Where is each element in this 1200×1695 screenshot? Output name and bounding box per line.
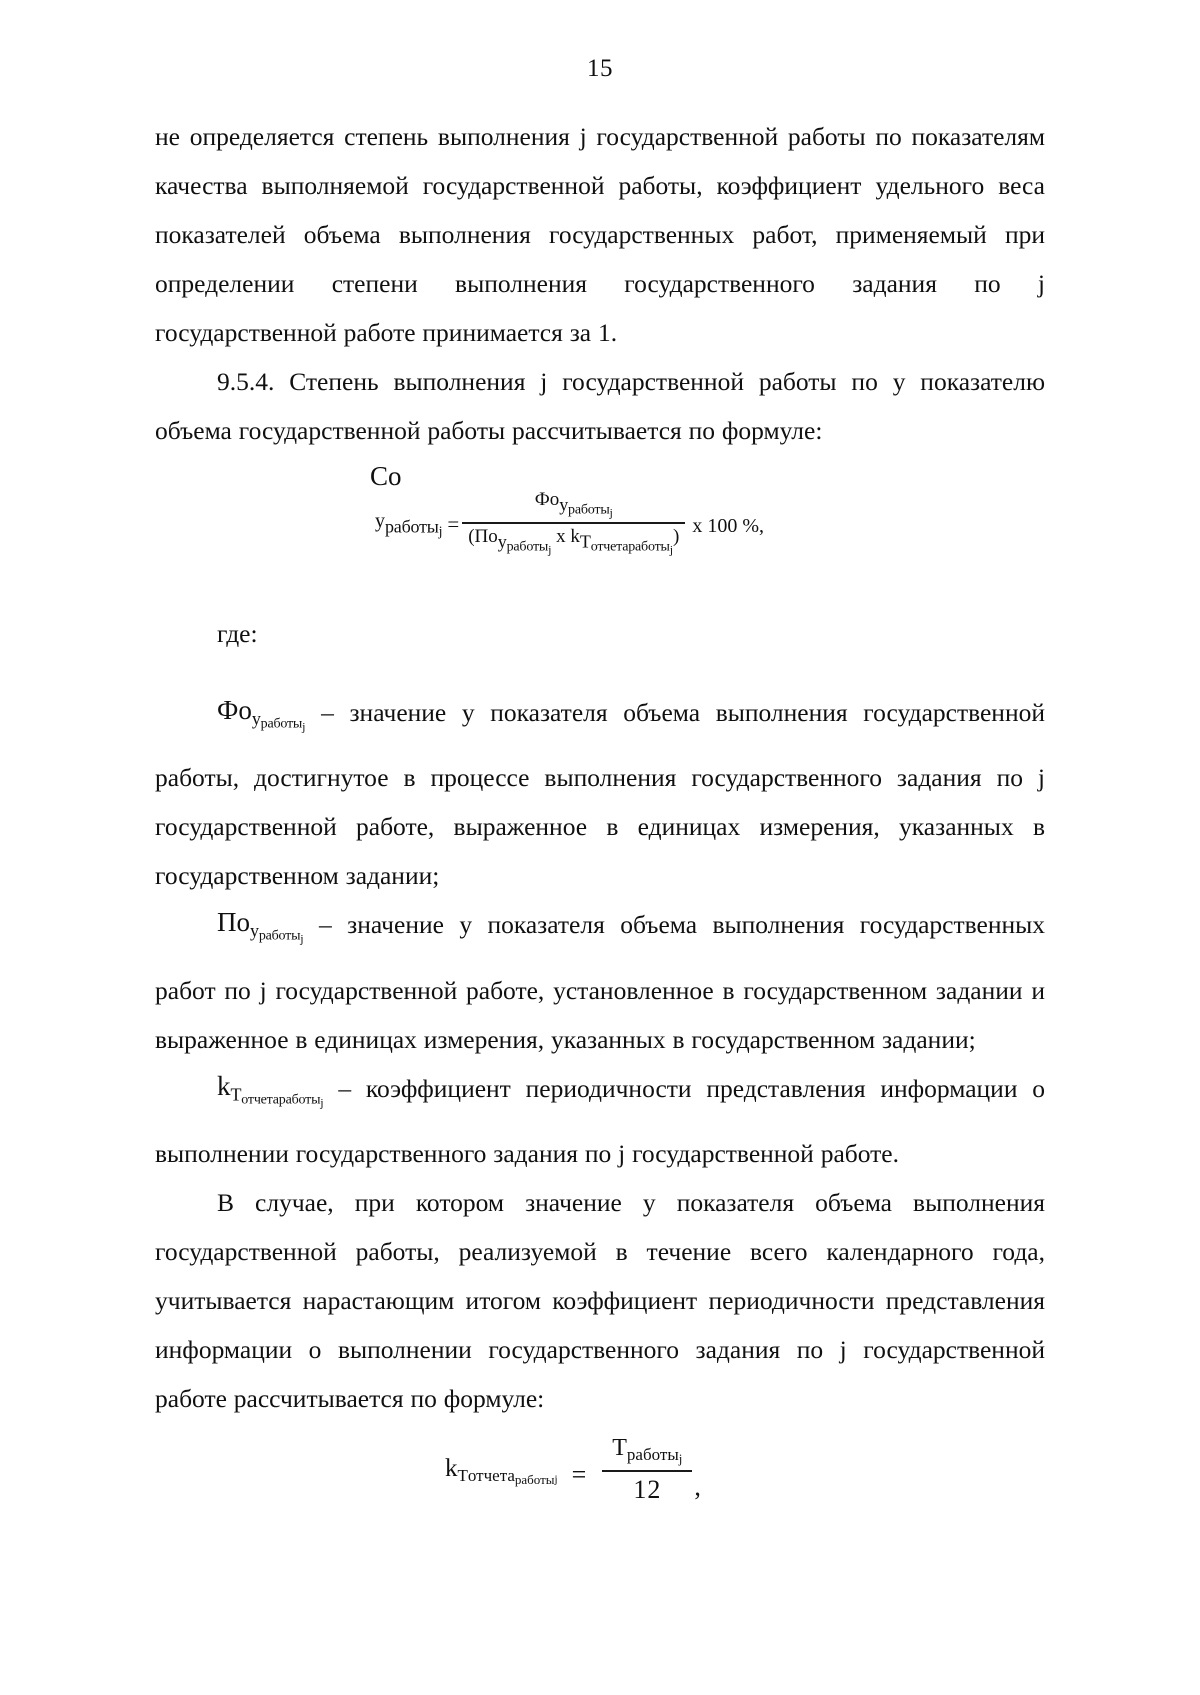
definition-po [155,900,1045,1063]
denominator-times: х [556,525,566,547]
paragraph-9-5-4-text: 9.5.4. Степень выполнения j государственной работы по у показателю объема государственной работы рассчитывается по формуле: [155,367,1045,445]
term-k-sub4: j [320,1095,324,1110]
term-po-sub1: у [250,920,259,941]
formula-numerator [527,489,621,522]
formula2-lhs-sub1: Т [457,1466,468,1486]
formula-equals-sign: = [447,512,460,537]
formula-multiplier-tail: х 100 %, [692,515,765,538]
definition-k [155,1064,1045,1178]
lhs-subscript-index: j [438,524,443,540]
paragraph-case-text: В случае, при котором значение у показателя объема выполнения государственной работы, реализуемой в течение всего календарного года, учитывается нарастающим итогом коэффициент периодичности представления информации о выполнении государственного задания по j государственной работе рассчитывается по формуле: [155,1188,1045,1414]
lhs-base: у [375,509,385,532]
formula-left-hand-side [375,510,444,541]
formula2-lhs-sub2: отчета [467,1466,515,1486]
term-fo-sub3: j [302,719,306,734]
spacer [155,658,1045,688]
term-po-base: По [217,907,250,938]
formula-коэффициент-периодичности [155,1423,1045,1553]
spacer [155,595,1045,609]
lhs-subscript: работы [385,516,439,537]
denominator-close-paren: ) [673,525,680,547]
term-po [217,898,304,963]
formula2-lhs-sub3: работы [514,1472,555,1488]
definition-fo [155,688,1045,900]
formula2-fraction [602,1435,692,1504]
term-fo [217,686,305,751]
numerator-sub: у [559,494,569,515]
definition-fo-text: – значение у показателя объема выполнения государственной работы, достигнутое в процессе выполнения государственного задания по j государственной работе, выраженное в единицах измерения, указанных в государственном задании; [155,698,1045,891]
term-po-sub2: работы [258,929,301,945]
denominator-k-sub3: работы [628,539,670,555]
term-k-sub1: Т [230,1084,242,1105]
denominator-k-sub: Т [579,531,591,552]
term-fo-sub2: работы [260,716,303,732]
term-fo-base: Фо [217,695,252,725]
formula2-equation-row [445,1437,701,1506]
term-k-sub2: отчета [241,1092,279,1108]
formula-fraction [462,489,685,557]
formula2-denominator: 12 [633,1474,662,1504]
formula2-numerator-base: Т [612,1435,627,1462]
term-k [217,1062,324,1127]
denominator-k-sub2: отчета [590,539,629,555]
formula2-equals-sign: = [571,1459,587,1489]
term-k-base: k [217,1070,231,1101]
formula2-left-hand-side [445,1455,558,1488]
formula2-numerator-sub: работы [626,1445,679,1465]
formula2-trailing-comma: , [694,1472,701,1502]
paragraph-case [155,1178,1045,1423]
denominator-k-sub4: j [669,542,674,557]
definition-po-text: – значение у показателя объема выполнения государственных работ по j государственной работе, установленное в государственном задании и выраженное в единицах измерения, указанных в государственном задании; [155,910,1045,1054]
formula2-numerator-sub2: j [678,1450,683,1466]
formula-denominator [462,524,685,557]
term-k-sub3: работы [278,1092,321,1108]
denominator-po-sub2: работы [506,539,549,555]
page-content [155,0,1045,1553]
numerator-sub2: работы [568,502,610,518]
paragraph-intro: не определяется степень выполнения j государственной работы по показателям качества выполняемой государственной работы, коэффициент удельного веса показателей объема выполнения государственных работ, применяемый при определении степени выполнения государственного задания по j государственной работе принимается за 1. [155,122,1045,347]
denominator-po-sub: у [497,531,507,552]
formula2-lhs-sub4: j [554,1473,558,1486]
paragraph-9-5-4 [155,357,1045,455]
formula-степень-выполнения [155,455,1045,595]
numerator-base: Фо [534,489,560,510]
numerator-sub3: j [609,505,613,520]
term-po-sub3: j [300,931,304,946]
page-number: 15 [587,55,613,82]
denominator-k-base: k [570,525,580,547]
formula-co-label: Со [370,461,402,491]
term-fo-sub1: у [251,708,261,729]
denominator-open-paren: ( [468,525,475,547]
formula-equation-row [375,491,764,559]
definition-k-text: – коэффициент периодичности представления информации о выполнении государственного задания по j государственной работе. [155,1073,1046,1169]
denominator-po-base: По [474,525,498,547]
formula2-numerator [602,1435,692,1470]
denominator-po-sub3: j [548,542,552,557]
where-label: где: [217,619,258,648]
formula2-lhs-base: k [445,1455,458,1483]
